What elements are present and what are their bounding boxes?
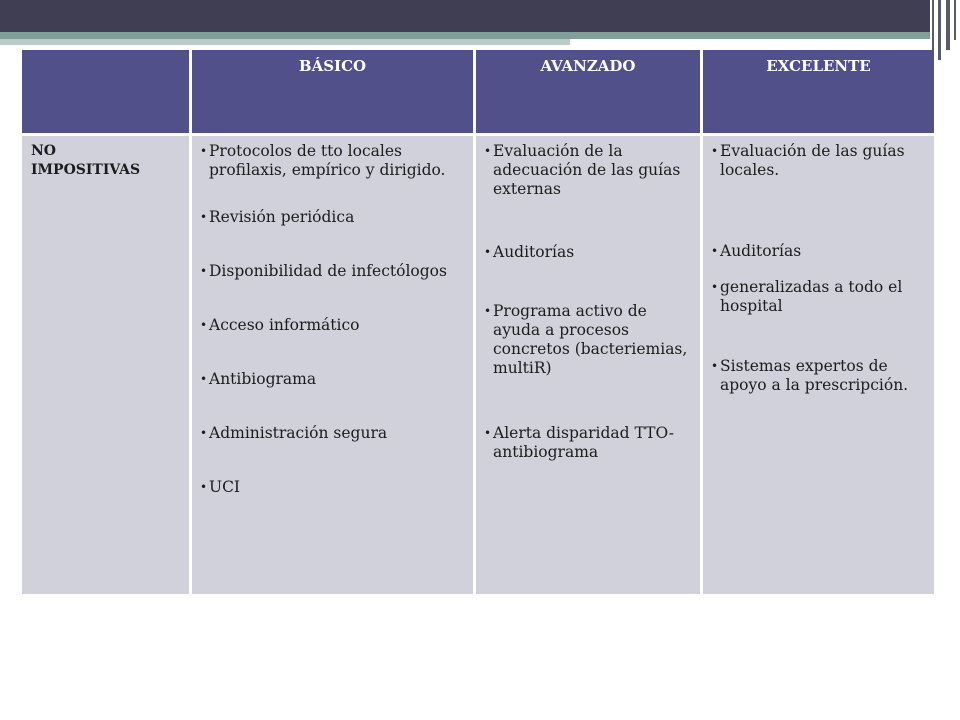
- list-item: • Evaluación de la adecuación de las guías externas: [484, 142, 694, 199]
- table-header-row: [22, 50, 934, 136]
- list-item: • Acceso informático: [200, 316, 467, 335]
- list-item: • Programa activo de ayuda a procesos concretos (bacteriemias, multiR): [484, 302, 694, 378]
- avanzado-cell: [476, 136, 703, 594]
- list-item: • Alerta disparidad TTO-antibiograma: [484, 424, 694, 462]
- basico-list: [200, 142, 467, 497]
- basico-cell: [192, 136, 476, 594]
- list-item: • generalizadas a todo el hospital: [711, 278, 928, 316]
- slide-edge-line-2: [938, 0, 941, 60]
- header-avanzado: AVANZADO: [476, 50, 703, 136]
- avanzado-list: [484, 142, 694, 462]
- list-item: • Antibiograma: [200, 370, 467, 389]
- list-item: • Auditorías: [711, 242, 928, 261]
- slide-accent-band: [0, 32, 930, 39]
- slide-accent-band-shadow: [0, 39, 570, 45]
- excelente-list: [711, 142, 928, 395]
- list-item: • Evaluación de las guías locales.: [711, 142, 928, 180]
- row-label-line1: NO: [31, 143, 56, 159]
- row-label-line2: IMPOSITIVAS: [31, 162, 141, 178]
- list-item: • UCI: [200, 478, 467, 497]
- table-row: [22, 136, 934, 594]
- list-item: • Disponibilidad de infectólogos: [200, 262, 467, 281]
- list-item: • Administración segura: [200, 424, 467, 443]
- slide-edge-line-4: [954, 0, 956, 40]
- slide-edge-line-3: [946, 0, 950, 50]
- header-basico: BÁSICO: [192, 50, 476, 136]
- excelente-cell: [703, 136, 934, 594]
- header-excelente: EXCELENTE: [703, 50, 934, 136]
- list-item: • Sistemas expertos de apoyo a la prescripción.: [711, 357, 928, 395]
- header-empty-cell: [22, 50, 192, 136]
- list-item: • Auditorías: [484, 243, 694, 262]
- strategy-table: [22, 50, 934, 594]
- row-label-cell: [22, 136, 192, 594]
- list-item: • Protocolos de tto locales profilaxis, empírico y dirigido.: [200, 142, 467, 180]
- slide-top-bar: [0, 0, 930, 32]
- list-item: • Revisión periódica: [200, 208, 467, 227]
